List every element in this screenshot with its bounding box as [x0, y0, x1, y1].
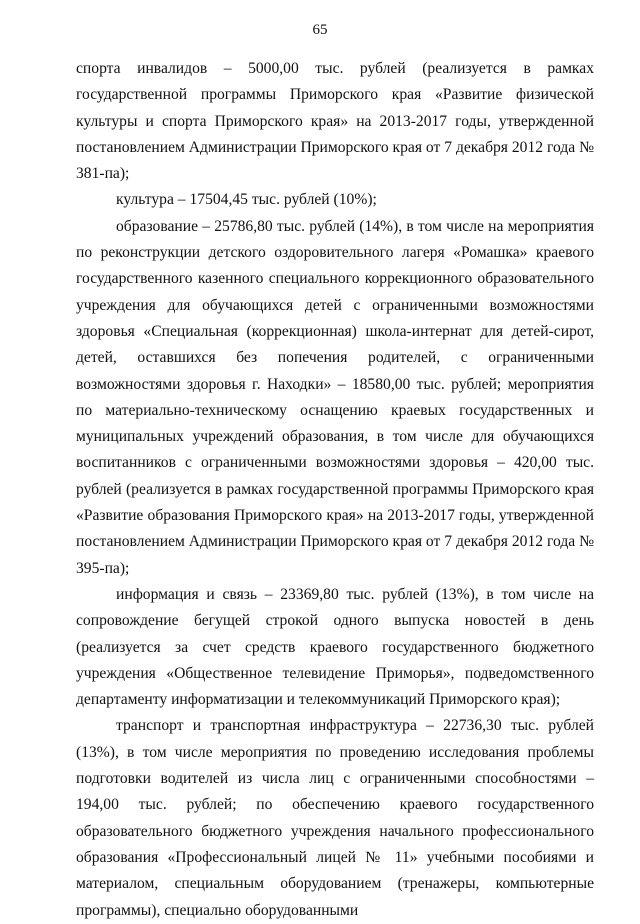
paragraph-education: образование – 25786,80 тыс. рублей (14%), в том числе на мероприятия по реконструкции детского оздоровительного лагеря «Ромашка» краевого государственного казенного специального коррекционного образовательного учреждения для обучающихся детей с ограниченными возможностями здоровья «Специальная (коррекционная) школа-интернат для детей-сирот, детей, оставшихся без попечения родителей, с ограниченными возможностями здоровья г. Находки» – 18580,00 тыс. рублей; мероприятия по материально-техническому оснащению краевых государственных и муниципальных учреждений образования, в том числе для обучающихся воспитанников с ограниченными возможностями здоровья – 420,00 тыс. рублей (реализуется в рамках государственной программы Приморского края «Развитие образования Приморского края» на 2013-2017 годы, утвержденной постановлением Администрации Приморского края от 7 декабря 2012 года № 395-па); — [76, 217, 594, 577]
paragraph-sport: спорта инвалидов – 5000,00 тыс. рублей (реализуется в рамках государственной программы Приморского края «Развитие физической культуры и спорта Приморского края» на 2013-2017 годы, утвержденной постановлением Администрации Приморского края от 7 декабря 2012 года № 381-па); — [76, 60, 594, 183]
page-number: 65 — [312, 22, 328, 38]
body-text — [76, 56, 594, 924]
paragraph-information: информация и связь – 23369,80 тыс. рублей (13%), в том числе на сопровождение бегущей строкой одного выпуска новостей в день (реализуется за счет средств краевого государственного бюджетного учреждения «Общественное телевидение Приморья», подведомственного департаменту информатизации и телекоммуникаций Приморского края); — [76, 585, 594, 709]
paragraph-transport: транспорт и транспортная инфраструктура – 22736,30 тыс. рублей (13%), в том числе мероприятия по проведению исследования проблемы подготовки водителей из числа лиц с ограниченными способностями – 194,00 тыс. рублей; по обеспечению краевого государственного образовательного бюджетного учреждения начального профессионального образования «Профессиональный лицей № 11» учебными пособиями и материалом, специальным оборудованием (тренажеры, компьютерные программы), специально оборудованными — [76, 717, 594, 919]
paragraph-culture: культура – 17504,45 тыс. рублей (10%); — [116, 191, 377, 209]
